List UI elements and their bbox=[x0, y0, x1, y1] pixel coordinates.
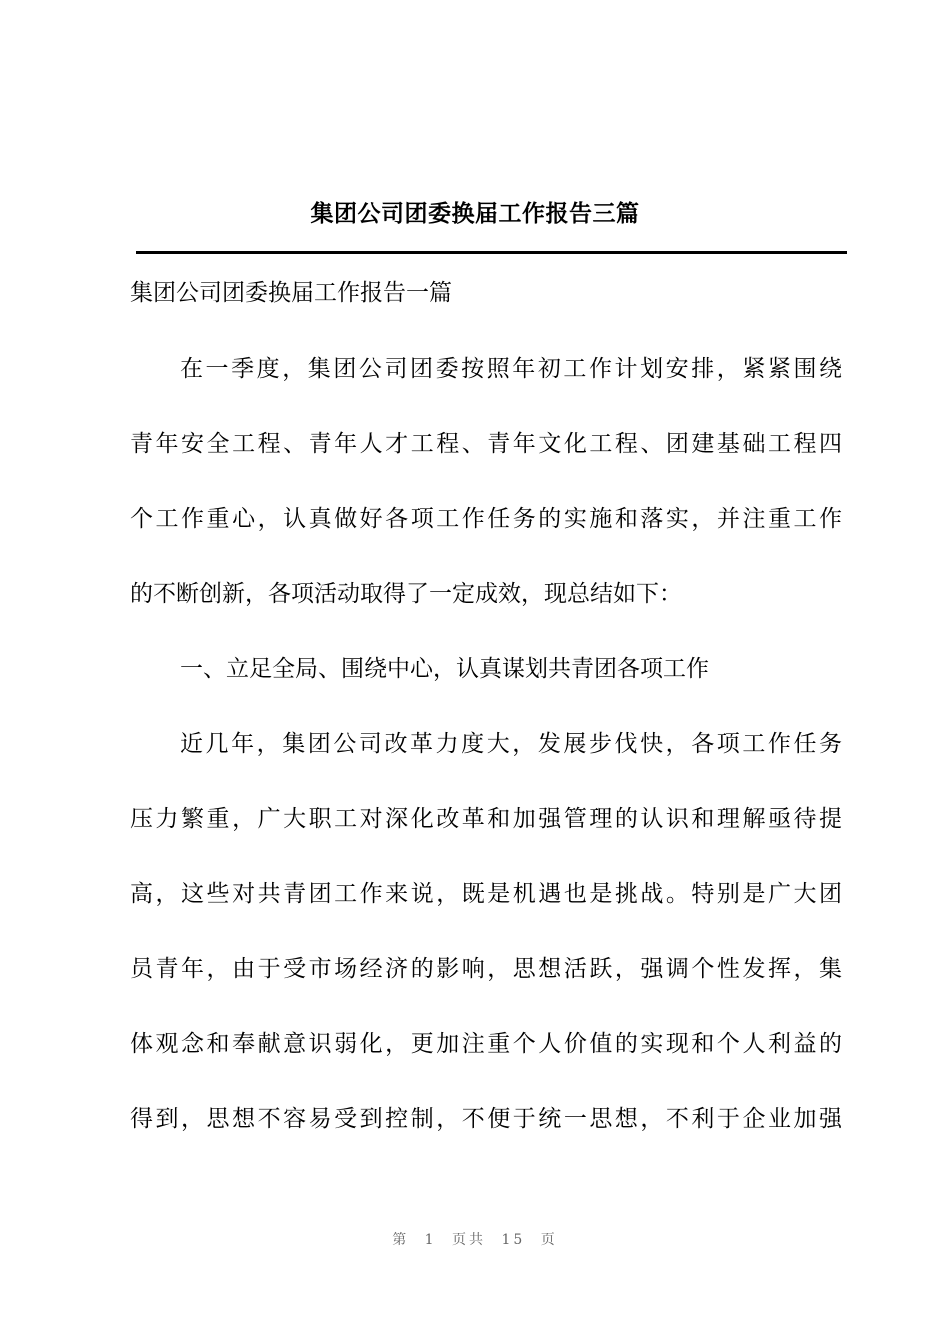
paragraph-line: 个工作重心，认真做好各项工作任务的实施和落实，并注重工作 bbox=[130, 506, 842, 532]
paragraph-line: 青年安全工程、青年人才工程、青年文化工程、团建基础工程四 bbox=[130, 431, 842, 457]
paragraph-line: 在一季度，集团公司团委按照年初工作计划安排，紧紧围绕 bbox=[180, 356, 842, 382]
title-underline bbox=[136, 251, 847, 254]
paragraph-line: 压力繁重，广大职工对深化改革和加强管理的认识和理解亟待提 bbox=[130, 806, 842, 832]
paragraph-line: 高，这些对共青团工作来说，既是机遇也是挑战。特别是广大团 bbox=[130, 881, 842, 907]
paragraph-line: 近几年，集团公司改革力度大，发展步伐快，各项工作任务 bbox=[180, 731, 842, 757]
paragraph-line: 员青年，由于受市场经济的影响，思想活跃，强调个性发挥，集 bbox=[130, 956, 842, 982]
page-number-footer: 第 1 页共 15 页 bbox=[392, 1232, 558, 1248]
paragraph-line: 体观念和奉献意识弱化，更加注重个人价值的实现和个人利益的 bbox=[130, 1031, 842, 1057]
paragraph-line: 的不断创新，各项活动取得了一定成效，现总结如下： bbox=[130, 581, 682, 607]
subheading-line: 一、立足全局、围绕中心，认真谋划共青团各项工作 bbox=[180, 656, 709, 682]
paragraph-line: 得到，思想不容易受到控制，不便于统一思想，不利于企业加强 bbox=[130, 1106, 842, 1132]
document-title: 集团公司团委换届工作报告三篇 bbox=[310, 200, 640, 227]
section-heading: 集团公司团委换届工作报告一篇 bbox=[130, 280, 452, 306]
